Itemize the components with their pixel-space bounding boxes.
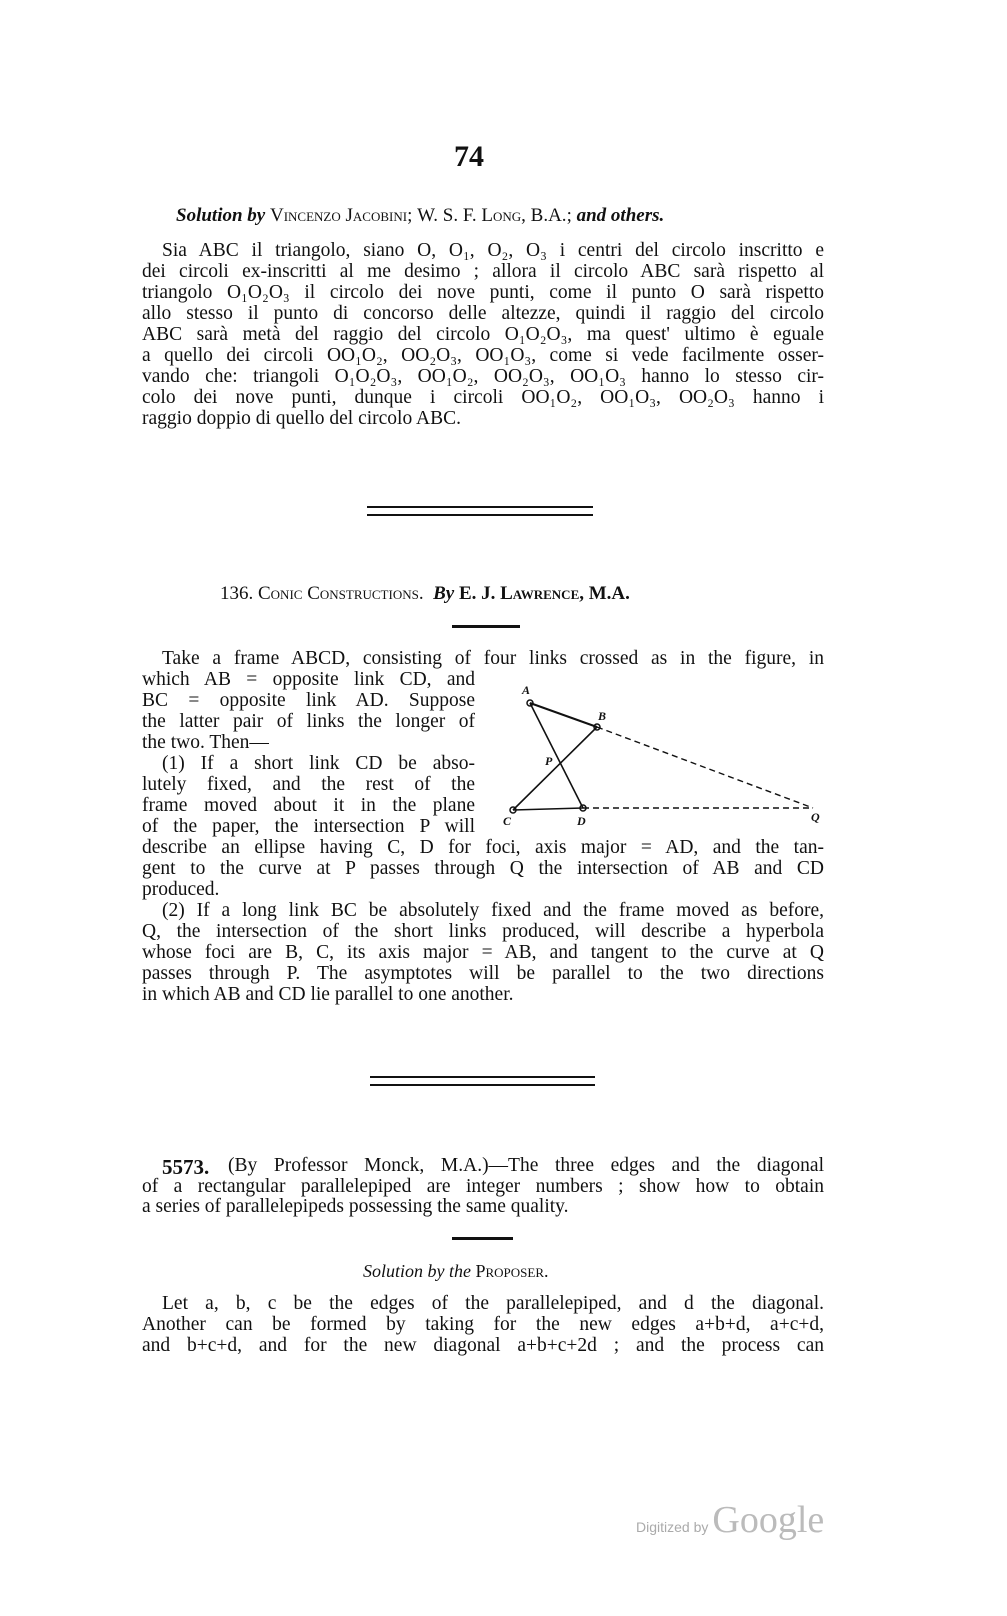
text-line: of a rectangular parallelepiped are integer numbers ; show how to obtain	[142, 1175, 824, 1197]
section-divider	[367, 506, 593, 516]
text-line: gent to the curve at P passes through Q the intersection of AB and CD	[142, 858, 824, 879]
text-line: Let a, b, c be the edges of the parallelepiped, and d the diagonal.	[162, 1293, 824, 1314]
label-p: P	[545, 754, 553, 768]
short-rule	[452, 1237, 513, 1240]
text-line: allo stesso il punto di concorso delle altezze, quindi il raggio del circolo	[142, 303, 824, 324]
article-title: Conic Constructions.	[258, 583, 424, 604]
label-d: D	[577, 814, 586, 828]
link-frame-figure	[495, 680, 830, 830]
text-line: frame moved about it in the plane	[142, 795, 475, 816]
text-line: Another can be formed by taking for the new edges a+b+d, a+c+d,	[142, 1314, 824, 1335]
watermark-logo: Google	[712, 1499, 825, 1541]
text-line: ABC sarà metà del raggio del circolo O₁O₂O₃, ma quest' ultimo è eguale	[142, 324, 824, 345]
label-c: C	[503, 814, 512, 828]
solution-heading	[363, 1261, 549, 1282]
by-label: By	[433, 583, 455, 604]
text-line: the two. Then—	[142, 732, 269, 753]
link-bc	[513, 727, 597, 810]
text-line: dei circoli ex-inscritti al me desimo ; allora il circolo ABC sarà rispetto al	[142, 261, 824, 282]
question-number: 5573.	[162, 1155, 210, 1179]
article-author: E. J. Lawrence, M.A.	[458, 583, 630, 604]
heading-lead: Solution by	[176, 205, 266, 226]
text-line: a quello dei circoli OO₁O₂, OO₂O₃, OO₁O₃, come si vede facilmente osser-	[142, 345, 824, 366]
heading-name: Proposer.	[475, 1261, 549, 1281]
author-name: W. S. F. Long, B.A.	[417, 205, 567, 226]
google-watermark	[636, 1498, 824, 1542]
text-line: (1) If a short link CD be abso-	[162, 753, 475, 774]
text-line: passes through P. The asymptotes will be parallel to the two directions	[142, 963, 824, 984]
label-b: B	[598, 709, 607, 723]
author-name: Vincenzo Jacobini	[269, 205, 408, 226]
text-line: and b+c+d, and for the new diagonal a+b+c+2d ; and the process can	[142, 1335, 824, 1356]
text-line: (2) If a long link BC be absolutely fixed and the frame moved as before,	[162, 900, 824, 921]
heading-lead: Solution by the	[363, 1261, 471, 1281]
separator: ;	[407, 205, 413, 226]
text-line: BC = opposite link AD. Suppose	[142, 690, 475, 711]
section-divider	[370, 1076, 595, 1086]
ab-produced	[597, 727, 813, 808]
short-rule	[452, 625, 520, 628]
watermark-prefix: Digitized by	[636, 1519, 709, 1535]
text-line: (By Professor Monck, M.A.)—The three edges and the diagonal	[228, 1155, 824, 1176]
text-line: which AB = opposite link CD, and	[142, 669, 475, 690]
text-line: lutely fixed, and the rest of the	[142, 774, 475, 795]
text-line: produced.	[142, 879, 220, 900]
label-q: Q	[811, 810, 820, 824]
text-line: describe an ellipse having C, D for foci, axis major = AD, and the tan-	[142, 837, 824, 858]
solution-heading	[176, 205, 664, 227]
article-heading	[220, 583, 630, 605]
text-line: colo dei nove punti, dunque i circoli OO₁O₂, OO₁O₃, OO₂O₃ hanno i	[142, 387, 824, 408]
text-line: of the paper, the intersection P will	[142, 816, 475, 837]
heading-tail: and others.	[576, 205, 665, 226]
text-line: vando che: triangoli O₁O₂O₃, OO₁O₂, OO₂O₃, OO₁O₃ hanno lo stesso cir-	[142, 366, 824, 387]
text-line: the latter pair of links the longer of	[142, 711, 475, 732]
separator: ;	[566, 205, 572, 226]
text-line: Q, the intersection of the short links produced, will describe a hyperbola	[142, 921, 824, 942]
text-line: triangolo O₁O₂O₃ il circolo dei nove punti, come il punto O sarà rispetto	[142, 282, 824, 303]
label-a: A	[522, 683, 531, 697]
link-cd	[513, 808, 583, 810]
page-number: 74	[454, 140, 484, 173]
text-line: raggio doppio di quello del circolo ABC.	[142, 408, 461, 429]
text-line: in which AB and CD lie parallel to one another.	[142, 984, 514, 1005]
text-line: Sia ABC il triangolo, siano O, O₁, O₂, O₃ i centri del circolo inscritto e	[162, 240, 824, 261]
text-line: Take a frame ABCD, consisting of four links crossed as in the figure, in	[162, 648, 824, 669]
text-line: whose foci are B, C, its axis major = AB, and tangent to the curve at Q	[142, 942, 824, 963]
article-number: 136.	[220, 583, 254, 604]
text-line: a series of parallelepipeds possessing the same quality.	[142, 1196, 569, 1217]
